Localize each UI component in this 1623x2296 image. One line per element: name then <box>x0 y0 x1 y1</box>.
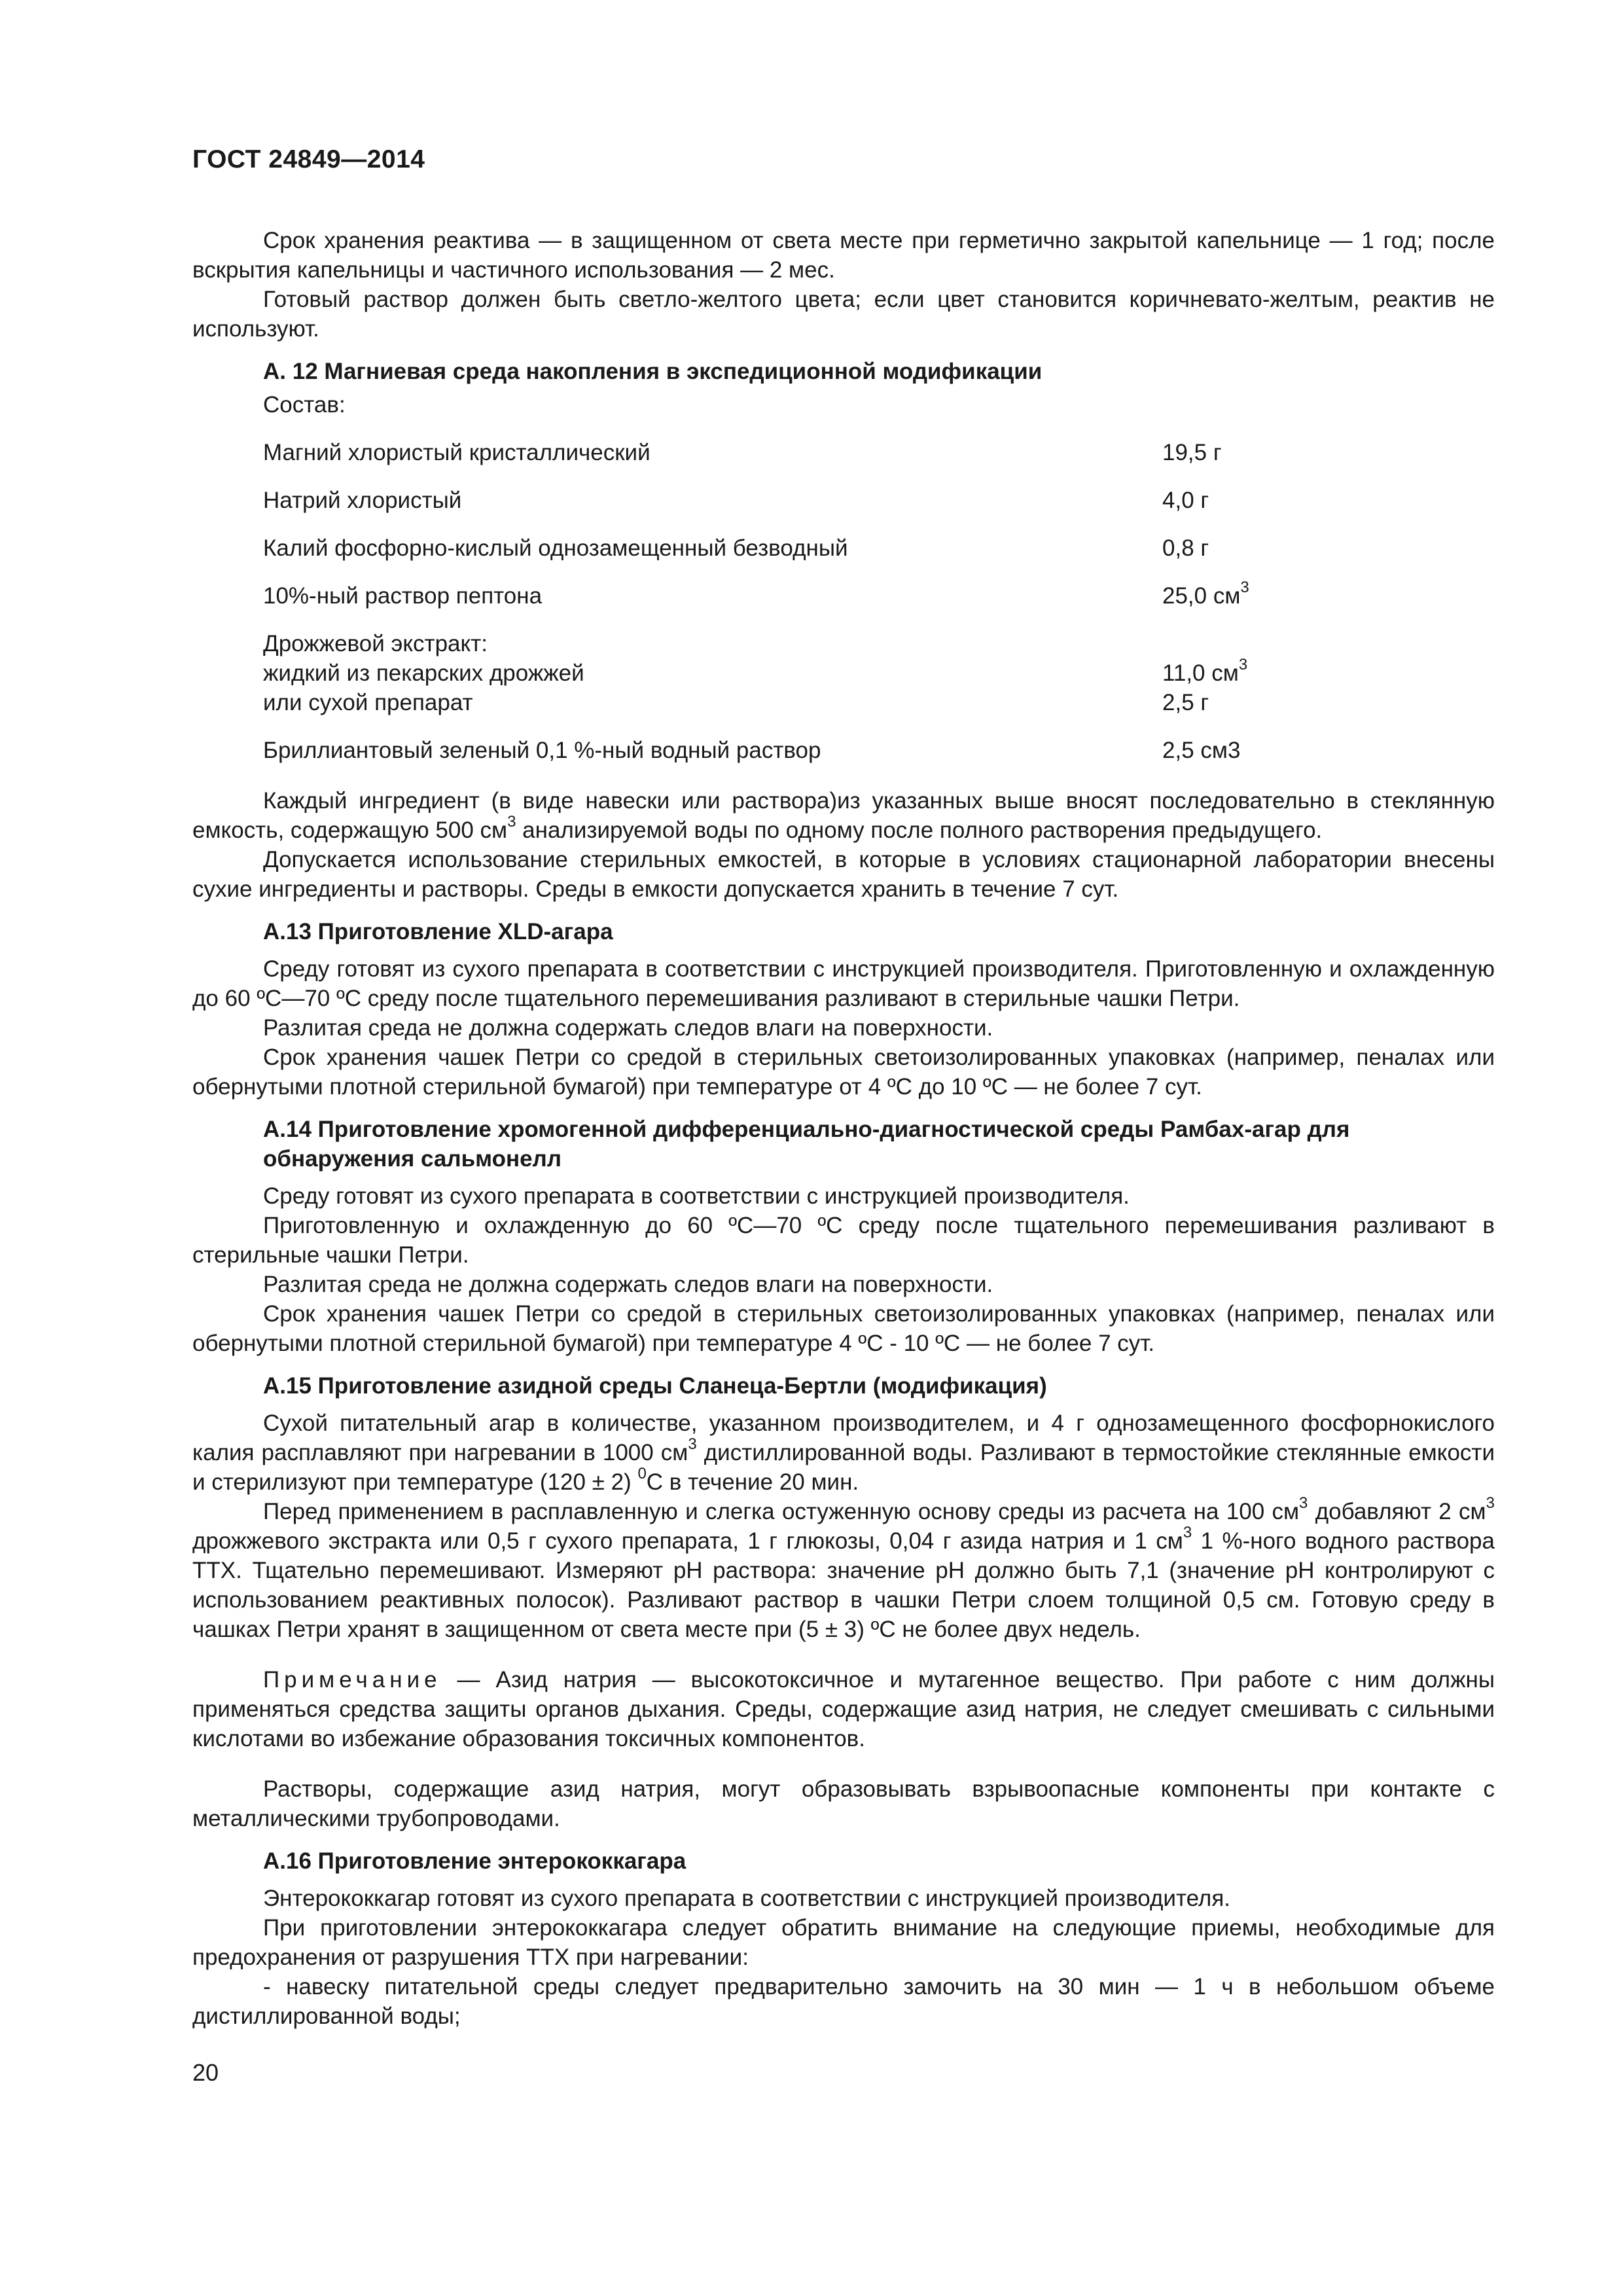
section-a16-heading: А.16 Приготовление энтерококкагара <box>263 1848 687 1874</box>
ingredient-amount: 0,8 г <box>1162 535 1209 561</box>
superscript: 3 <box>1299 1494 1308 1513</box>
intro-paragraph-2: Готовый раствор должен быть светло-желтого цвета; если цвет становится коричневато-желтым, реактив не используют. <box>192 287 1495 342</box>
a15-paragraph-1: Сухой питательный агар в количестве, указанном производителем, и 4 г однозамещенного фосфорнокислого калия расплавляют при нагревании в 1000 $см^3$ дистиллированной воды. Разливают в термостойкие стеклянные емкости и стерилизуют при температуре (120 ± 2) $^0$С в течение 20 мин. <box>192 1410 1495 1495</box>
note-text: — Азид натрия — высокотоксичное и мутагенное вещество. При работе с ним должны применяться средства защиты органов дыхания. Среды, содержащие азид натрия, не следует смешивать с сильными кислотами во избежание образования токсичных компонентов. <box>192 1667 1495 1751</box>
a15-paragraph-2: Перед применением в расплавленную и слегка остуженную основу среды из расчета на 100 $см^3$ добавляют 2 $см^3$ дрожжевого экстракта или 0,5 г сухого препарата, 1 г глюкозы, 0,04 г азида натрия и 1 $см^3$ 1 %-ного водного раствора ТТХ. Тщательно перемешивают. Измеряют рН раствора: значение рН должно быть 7,1 (значение рН контролируют с использованием реактивных полосок). Разливают раствор в чашки Петри слоем толщиной 0,5 см. Готовую среду в чашках Петри хранят в защищенном от света месте при (5 ± 3) ºС не более двух недель. <box>192 1494 1495 1642</box>
a13-paragraph-3: Срок хранения чашек Петри со средой в стерильных светоизолированных упаковках (например, пеналах или обернутыми плотной стерильной бумагой) при температуре от 4 ºС до 10 ºС — не более 7 сут. <box>192 1045 1495 1100</box>
a12-paragraph-1: Каждый ингредиент (в виде навески или раствора)из указанных выше вносят последовательно в стеклянную емкость, содержащую 500 $см^3$ анализируемой воды по одному после полного растворения предыдущего. <box>192 788 1495 843</box>
a13-paragraph-1: Среду готовят из сухого препарата в соответствии с инструкцией производителя. Приготовленную и охлажденную до 60 ºС—70 ºС среду после тщательного перемешивания разливают в стерильные чашки Петри. <box>192 956 1495 1011</box>
a14-paragraph-1: Среду готовят из сухого препарата в соответствии с инструкцией производителя. <box>263 1183 1130 1209</box>
ingredient-amount: 2,5 см3 <box>1162 738 1241 763</box>
superscript: 3 <box>507 813 516 831</box>
page-content <box>192 226 1495 2031</box>
ingredient-amount: 25,0 см <box>1162 583 1241 609</box>
yeast-extract-title: Дрожжевой экстракт: <box>263 631 488 656</box>
superscript: 0 <box>637 1465 647 1483</box>
ingredient-amount-cell <box>1162 581 1249 629</box>
superscript: 3 <box>1238 656 1248 674</box>
ingredient-row <box>263 581 1249 629</box>
a16-paragraph-1: Энтерококкагар готовят из сухого препарата в соответствии с инструкцией производителя. <box>263 1886 1231 1911</box>
intro-paragraph-1: Срок хранения реактива — в защищенном от света месте при герметично закрытой капельнице — 1 год; после вскрытия капельницы и частичного использования — 2 мес. <box>192 228 1495 283</box>
ingredient-amount: 19,5 г <box>1162 440 1222 465</box>
yeast-liquid-amount: 11,0 см <box>1162 660 1239 686</box>
page-number: 20 <box>192 2059 219 2086</box>
a14-paragraph-3: Разлитая среда не должна содержать следов влаги на поверхности. <box>263 1272 993 1297</box>
yeast-dry-amount: 2,5 г <box>1162 690 1209 715</box>
ingredient-row <box>263 486 1249 533</box>
note-label: Примечание <box>263 1667 442 1693</box>
ingredient-name: Калий фосфорно-кислый однозамещенный безводный <box>263 535 848 561</box>
yeast-extract-amounts <box>1162 629 1249 736</box>
superscript: 3 <box>688 1435 697 1454</box>
ingredient-name: Бриллиантовый зеленый 0,1 %-ный водный раствор <box>263 738 821 763</box>
section-a14-heading: А.14 Приготовление хромогенной дифференциально-диагностической среды Рамбах-агар для обнаружения сальмонелл <box>263 1117 1350 1172</box>
a16-paragraph-3: - навеску питательной среды следует предварительно замочить на 30 мин — 1 ч в небольшом объеме дистиллированной воды; <box>192 1974 1495 2029</box>
yeast-extract-row <box>263 629 1249 736</box>
ingredient-row <box>263 438 1249 486</box>
a14-paragraph-4: Срок хранения чашек Петри со средой в стерильных светоизолированных упаковках (например, пеналах или обернутыми плотной стерильной бумагой) при температуре 4 ºС - 10 ºС — не более 7 сут. <box>192 1301 1495 1356</box>
section-a13-heading: А.13 Приготовление XLD-агара <box>263 919 613 944</box>
yeast-liquid-amount-cell <box>1162 658 1249 688</box>
yeast-dry-name: или сухой препарат <box>263 690 473 715</box>
ingredient-name: Натрий хлористый <box>263 488 462 513</box>
ingredient-row <box>263 533 1249 581</box>
superscript: 3 <box>1183 1524 1192 1542</box>
ingredient-amount: 4,0 г <box>1162 488 1209 513</box>
section-a12-heading: А. 12 Магниевая среда накопления в экспедиционной модификации <box>263 359 1043 384</box>
section-a15-heading: А.15 Приготовление азидной среды Сланеца-Бертли (модификация) <box>263 1373 1047 1399</box>
a15-note <box>192 1665 1495 1753</box>
composition-table <box>263 438 1249 765</box>
ingredient-name: Магний хлористый кристаллический <box>263 440 651 465</box>
a13-paragraph-2: Разлитая среда не должна содержать следов влаги на поверхности. <box>263 1015 993 1041</box>
composition-label: Состав: <box>263 392 346 418</box>
yeast-liquid-name: жидкий из пекарских дрожжей <box>263 660 584 686</box>
a14-paragraph-2: Приготовленную и охлажденную до 60 ºС—70 ºС среду после тщательного перемешивания разливают в стерильные чашки Петри. <box>192 1213 1495 1268</box>
standard-header: ГОСТ 24849—2014 <box>192 145 425 173</box>
a15-paragraph-3: Растворы, содержащие азид натрия, могут образовывать взрывоопасные компоненты при контакте с металлическими трубопроводами. <box>192 1776 1495 1831</box>
yeast-extract-names <box>263 629 1162 736</box>
superscript: 3 <box>1240 579 1249 597</box>
ingredient-row <box>263 736 1249 765</box>
a12-paragraph-2: Допускается использование стерильных емкостей, в которые в условиях стационарной лаборатории внесены сухие ингредиенты и растворы. Среды в емкости допускается хранить в течение 7 сут. <box>192 847 1495 902</box>
superscript: 3 <box>1486 1494 1495 1513</box>
ingredient-name: 10%-ный раствор пептона <box>263 583 543 609</box>
a16-paragraph-2: При приготовлении энтерококкагара следует обратить внимание на следующие приемы, необходимые для предохранения от разрушения ТТХ при нагревании: <box>192 1915 1495 1970</box>
